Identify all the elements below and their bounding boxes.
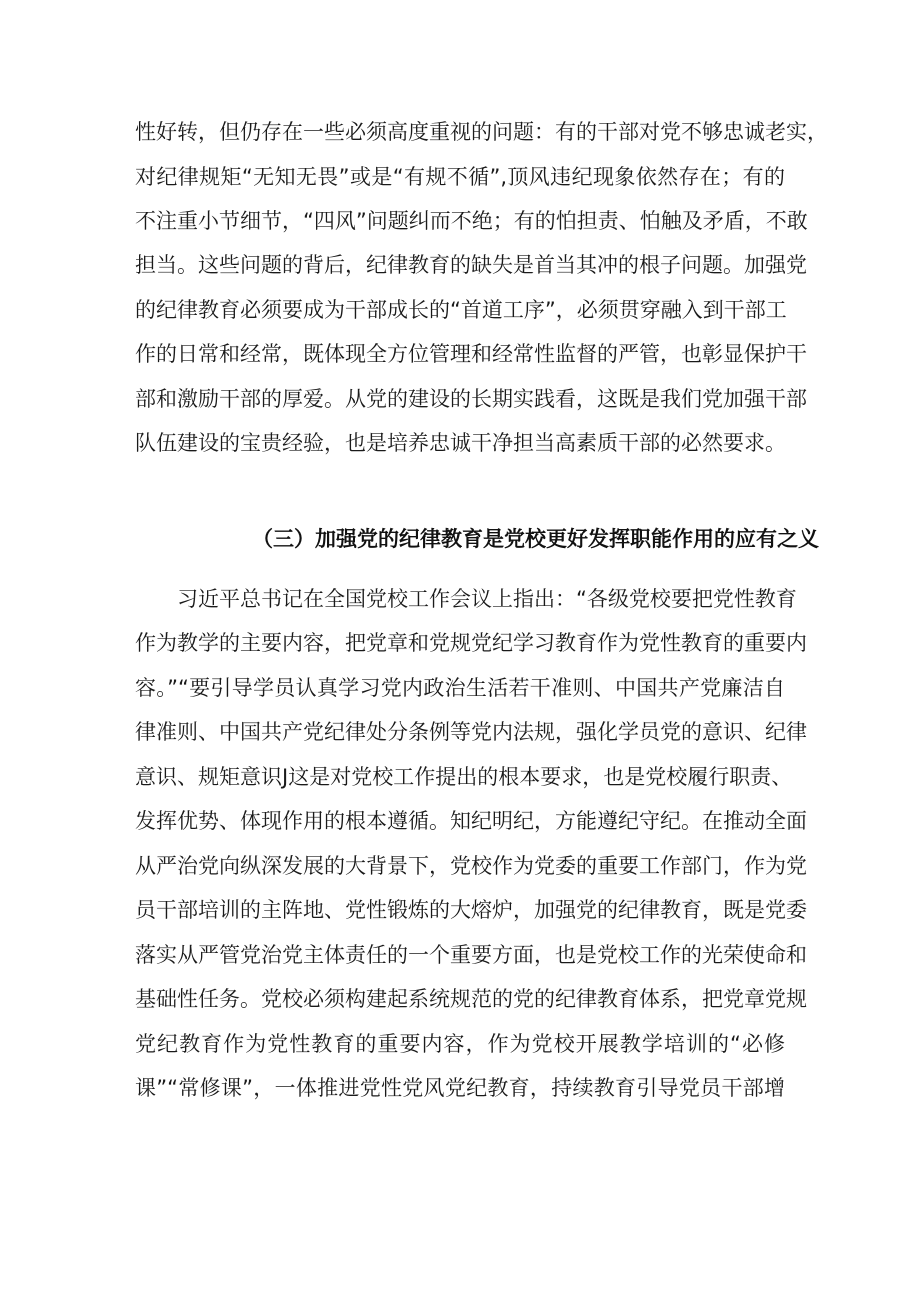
text-line: 意识、规矩意识J这是对党校工作提出的根本要求，也是党校履行职责、 xyxy=(135,765,793,789)
text-line: 对纪律规矩“无知无畏”或是“有规不循”,顶风违纪现象依然存在；有的 xyxy=(135,165,785,189)
section-heading: （三）加强党的纪律教育是党校更好发挥职能作用的应有之义 xyxy=(252,527,819,551)
text-line: 发挥优势、体现作用的根本遵循。知纪明纪，方能遵纪守纪。在推动全面 xyxy=(135,809,807,833)
text-line: 队伍建设的宝贵经验，也是培养忠诚干净担当高素质干部的必然要求。 xyxy=(135,431,786,455)
text-line: 容。”“要引导学员认真学习党内政治生活若干准则、中国共产党廉洁自 xyxy=(135,676,785,700)
text-line: 作为教学的主要内容，把党章和党规党纪学习教育作为党性教育的重要内 xyxy=(135,631,807,655)
text-line: 部和激励干部的厚爱。从党的建设的长期实践看，这既是我们党加强干部 xyxy=(135,387,807,411)
text-line: 从严治党向纵深发展的大背景下，党校作为党委的重要工作部门，作为党 xyxy=(135,854,807,878)
text-line: 作的日常和经常，既体现全方位管理和经常性监督的严管，也彰显保护干 xyxy=(135,342,807,366)
text-line: 律准则、中国共产党纪律处分条例等党内法规，强化学员党的意识、纪律 xyxy=(135,720,807,744)
text-line: 担当。这些问题的背后，纪律教育的缺失是首当其冲的根子问题。加强党 xyxy=(135,253,807,277)
text-line: 基础性任务。党校必须构建起系统规范的党的纪律教育体系，把党章党规 xyxy=(135,987,807,1011)
text-line: 不注重小节细节，“四风”问题纠而不绝；有的怕担责、怕触及矛盾，不敢 xyxy=(135,209,808,233)
text-line: 党纪教育作为党性教育的重要内容，作为党校开展教学培训的“必修 xyxy=(135,1032,785,1056)
text-line: 的纪律教育必须要成为干部成长的“首道工序”，必须贯穿融入到干部工 xyxy=(135,298,787,322)
text-line: 习近平总书记在全国党校工作会议上指出：“各级党校要把党性教育 xyxy=(177,587,797,611)
text-line: 性好转，但仍存在一些必须高度重视的问题：有的干部对党不够忠诚老实， xyxy=(135,120,828,144)
text-line: 落实从严管党治党主体责任的一个重要方面，也是党校工作的光荣使命和 xyxy=(135,943,807,967)
text-line: 员干部培训的主阵地、党性锻炼的大熔炉，加强党的纪律教育，既是党委 xyxy=(135,898,807,922)
text-line: 课”“常修课”，一体推进党性党风党纪教育，持续教育引导党员干部增 xyxy=(135,1076,785,1100)
